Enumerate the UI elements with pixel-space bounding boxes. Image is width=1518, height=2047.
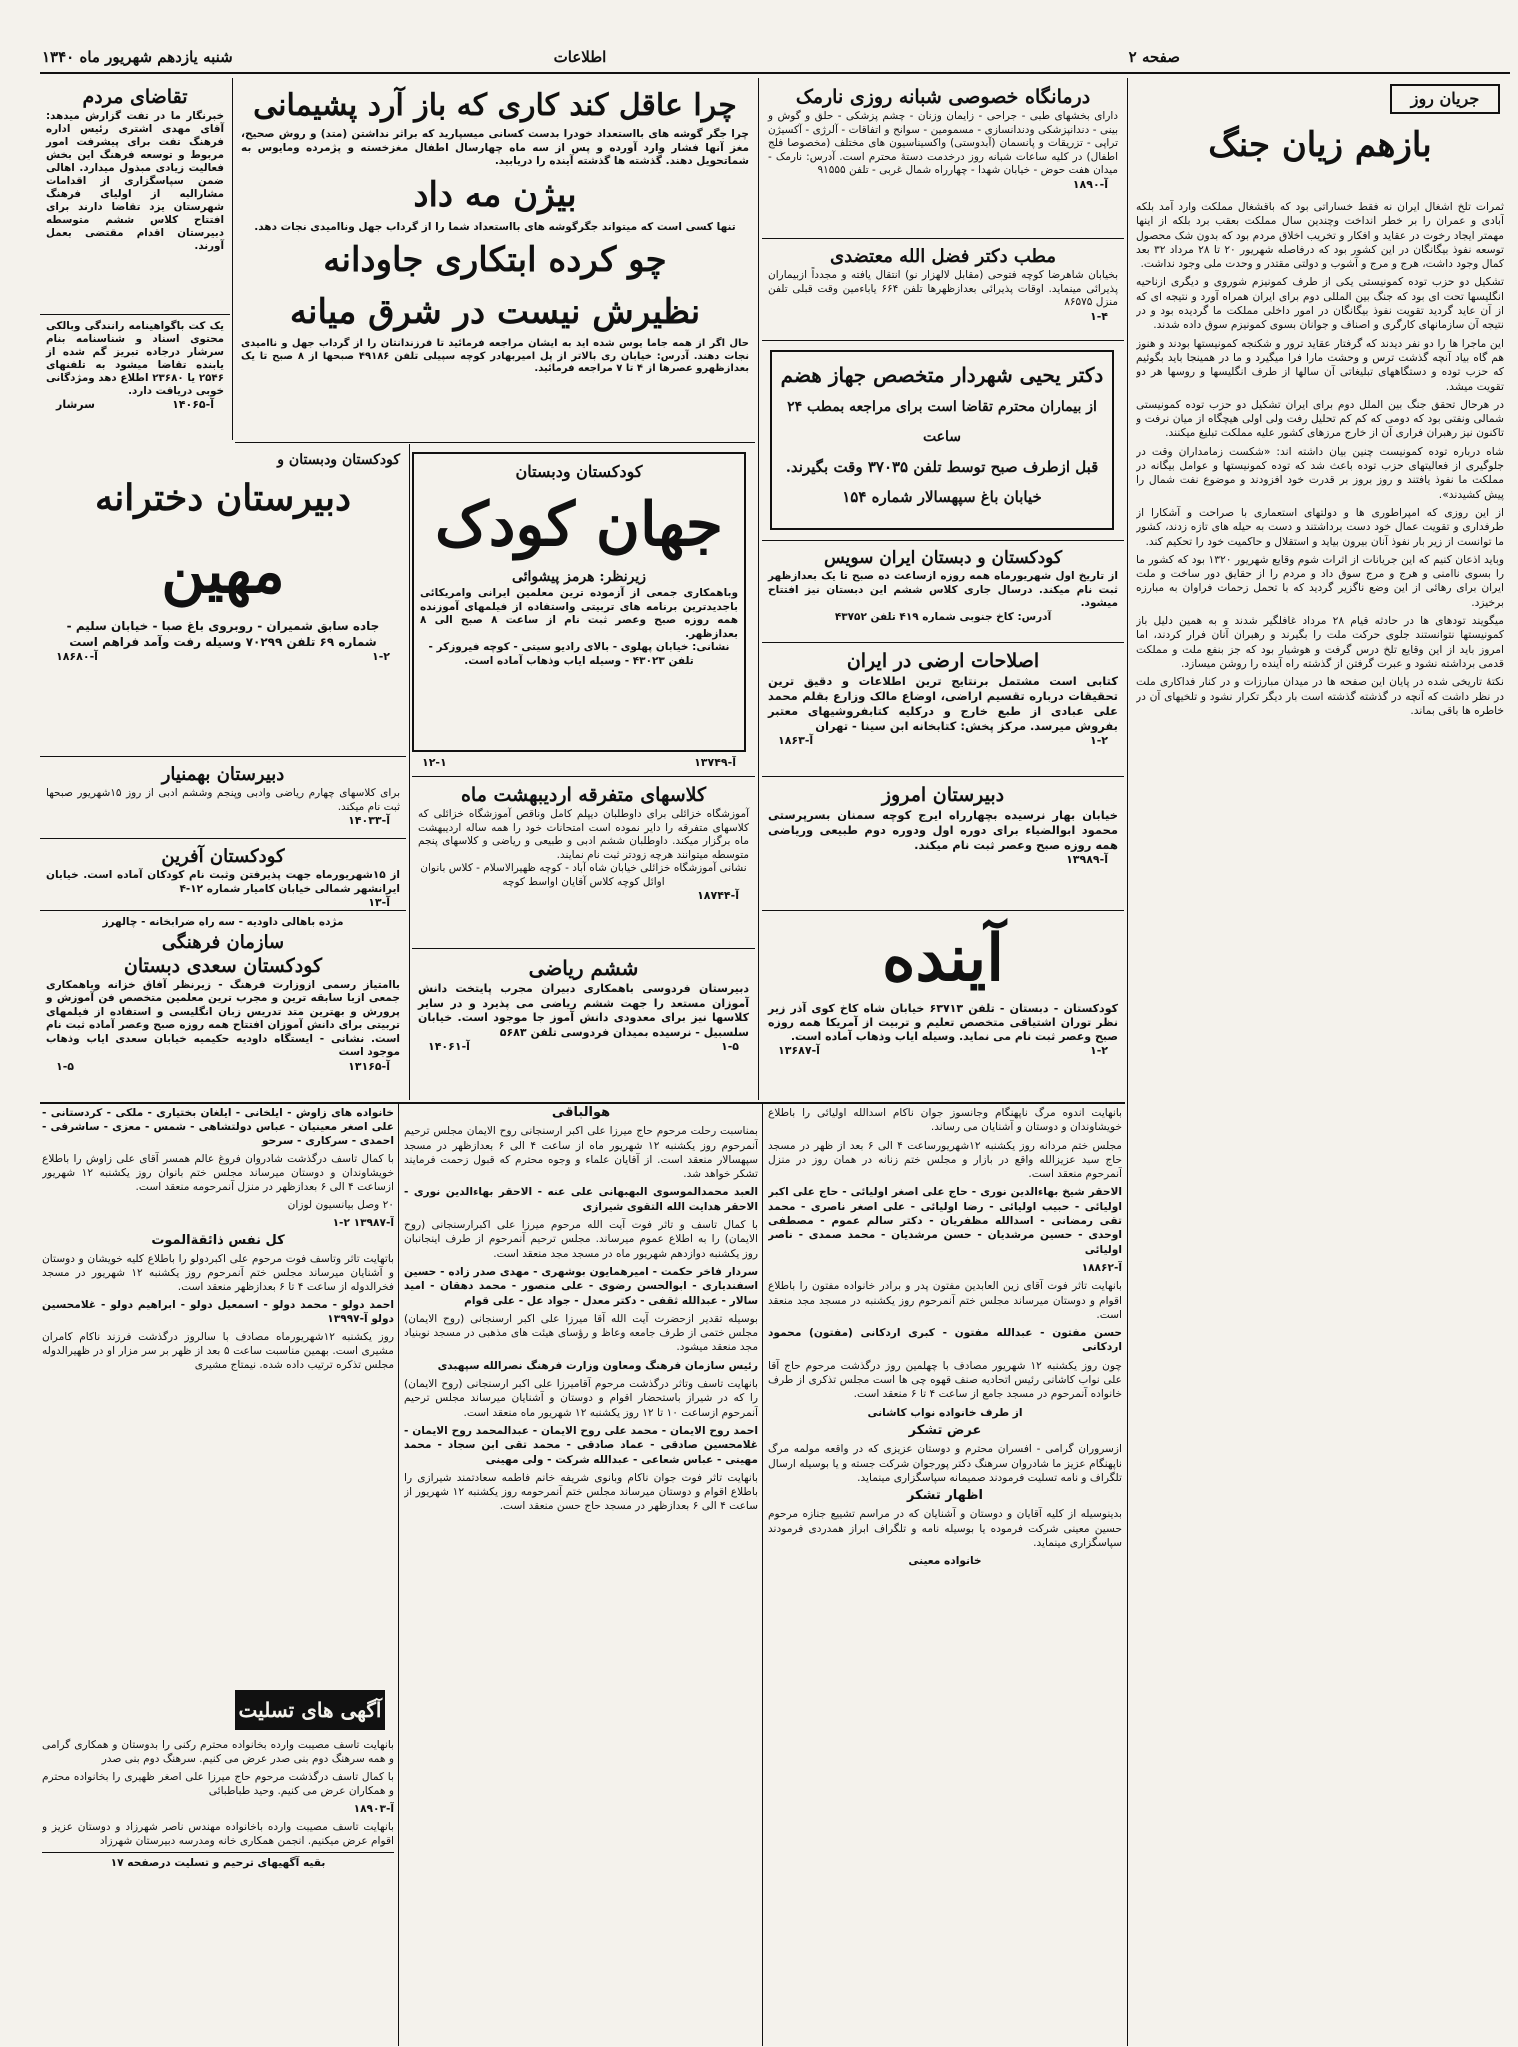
ad-code: سرشار [56, 398, 95, 411]
obituary-item: احمد دولو - محمد دولو - اسمعیل دولو - ابراهیم دولو - غلامحسین دولو آ-۱۳۹۹۷ [42, 1299, 394, 1325]
ad-body: خیابان بهار نرسیده بچهارراه ایرج کوچه سمنان بسرپرستی محمود ابوالضیاء برای دوره اول ودوره دوم طبیعی وریاضی همه روزه صبح وعصر ثبت نام میکند. [768, 808, 1118, 852]
obituary-column-1 [42, 1106, 394, 1676]
ad-slogan: نظیرش نیست در شرق میانه [289, 292, 701, 332]
ad-body: آموزشگاه خزائلی برای داوطلبان دیپلم کامل وناقص آموزشگاه خزائلی که کلاسهای متفرقه را دایر نموده است امتحانات خود را همه ساله اردیبهشت ماه برگزار میکند. داوطلبان ششم ادبی و طبیعی و ریاضی و کلاسهای پنجم متوسطه میتوانند هرچه زودتر ثبت نام نمایند. [418, 808, 749, 861]
ad-sixth-math [412, 950, 755, 1098]
ad-bahmanyar [40, 758, 406, 838]
editorial-paragraph: از این روزی که امپراطوری ها و دولتهای استعماری با صراحت و آشکارا از طرفداری و تقویت عمال خود دست برداشتند و دست به حیله های تازه زدند، کشور ما توانست از زیر بار نفوذ آنان بیرون بیاید و استقلال و حاکمیت خود را تحکیم کند. [1136, 505, 1504, 548]
ad-text: تنها کسی است که میتواند جگرگوشه های بااستعداد شما را از گرداب جهل وناامیدی نجات دهد. [254, 220, 736, 233]
ad-title: دکتر یحیی شهردار متخصص جهاز هضم [780, 363, 1104, 387]
obituary-item: حسن مفتون - عبدالله مفتون - کبری اردکانی (مفتون) محمود اردکانی [768, 1327, 1122, 1354]
divider [40, 910, 406, 911]
ad-code: آ-۱۸۶۸۰ [56, 650, 98, 663]
ad-title: جهان کودک [435, 490, 723, 560]
ad-code: آ-۱۴۰۶۵ [172, 398, 214, 411]
divider [235, 442, 755, 443]
ad-code: آ-۱۳۱۶۵ [348, 1059, 390, 1073]
obituary-item: بانهایت تاثر فوت جوان ناکام وبانوی شریفه خانم فاطمه سعادتمند شیرازی را باطلاع اقوام و دوستان میرساند مجلس ختم آنمرحومه روز یکشنبه ۱۲ شهریور از ساعت ۴ الی ۶ بعدازظهر در مسجد حاج حسن منعقد است. [404, 1471, 758, 1513]
obituary-item: با کمال تاسف و تاثر فوت آیت الله مرحوم میرزا علی اکبرارسنجانی (روح الایمان) را به اطلاع عموم میرساند. مجلس ترحیم آنمرحوم از طرف اینجانبان روز یکشنبه دوازدهم شهریور ماه در مسجد مجد منعقد است. [404, 1219, 758, 1260]
ad-title: کلاسهای متفرقه اردیبهشت ماه [460, 784, 707, 806]
obituary-column-1b [42, 1738, 394, 2044]
news-public-request [40, 80, 230, 312]
ad-subtitle: کودکستان ودبستان [515, 462, 643, 481]
ad-code: آ-۱۸۷۴۴ [697, 889, 739, 902]
ad-body: از تاریخ اول شهریورماه همه روزه ازساعت ده صبح تا یک بعدازظهر ثبت نام میکند. درسال جاری کلاس ششم این دبستان نیز افتتاح میشود. [768, 570, 1118, 609]
editorial-divider [1127, 78, 1128, 2046]
ad-saadi-organization [40, 912, 406, 1098]
obituary-item: بانهایت تاسف مصیبت وارده بخانواده محترم رکنی را بدوستان و همکاری گرامی و همه سرهنگ دوم بنی صدر عرض می کنیم. سرهنگ دوم بنی صدر [42, 1739, 394, 1765]
obituary-item: اظهار تشکر [907, 1488, 983, 1504]
divider [40, 838, 406, 839]
ad-title: اصلاحات ارضی در ایران [846, 650, 1040, 672]
ad-body: دبیرستان فردوسی باهمکاری دبیران مجرب پایتخت دانش آموزان مستعد را جهت ششم ریاضی می پذیرد و در سایر کلاسها نیز برای معدودی دانش آموز جا موجود است. خیابان سلسبیل - نرسیده بمیدان فردوسی تلفن ۵۶۸۳ [418, 982, 749, 1039]
column-divider [398, 1104, 399, 2046]
editorial-title: بازهم زیان جنگ [1208, 125, 1432, 165]
condolence-banner: آگهی های تسلیت [235, 1690, 385, 1730]
obituary-item: روز یکشنبه ۱۲شهریورماه مصادف با سالروز درگذشت فرزند ناکام کامران مشیری است. بهمین مناسبت ساعت ۵ بعد از ظهر بر سر مزار او در ظهیرالدوله مجلس تذکره ترتیب داده شده. نیمتاج مشیری [42, 1331, 394, 1371]
obituary-item: بانهایت تاثر فوت آقای زین العابدین مفتون پدر و برادر خانواده مفتون را باطلاع اقوام و دوستان میرساند مجلس ختم آنمرحوم روز یکشنبه در مسجد مجد منعقد است. [768, 1280, 1122, 1321]
editorial-paragraph: ثمرات تلخ اشغال ایران نه فقط خساراتی بود که باقشغال مملکت وارد آمد بلکه آبادی و عمران را بر خطر انداخت وچندین سال مملکت بعقب برد بلکه از اینها مهمتر ایجاد رخوت در عقاید و افکار و تخریب اخلاق مردم بود که بدون شک محصول توسعه نفوذ بیگانگان در این کشور بود که درفاصله شهریور ۲۰ تا ۲۸ مرداد ۳۲ بعد کمال وجود داشت، هرج و مرج و آشوب و دولتی مقتدر و وحدت ملی وجود نداشت. [1136, 200, 1504, 271]
divider [762, 642, 1124, 643]
ad-code: آ-۱۳۶۸۷ [778, 1044, 820, 1057]
ad-title: کودکستان آفرین [161, 846, 285, 867]
column-divider [762, 1104, 763, 2046]
ad-afarin [40, 840, 406, 908]
ad-code: آ-۱۴۰۳۳ [348, 814, 390, 827]
ad-body: جاده سابق شمیران - روبروی باغ صبا - خیابان سلیم - شماره ۶۹ تلفن ۷۰۲۹۹ وسیله رفت وآمد فراهم است [66, 619, 380, 649]
ad-codes [412, 756, 746, 774]
divider [412, 776, 755, 777]
obituary-item: خانواده معینی [908, 1555, 982, 1568]
obituary-item: بانهایت اندوه مرگ ناپهنگام وجانسوز جوان ناکام اسدالله اولیائی را باطلاع خویشاوندان و دوستان و آشنایان می رساند. [768, 1107, 1122, 1134]
ad-body: باامتیاز رسمی ازوزارت فرهنگ - زیرنظر آفاق خزانه وباهمکاری جمعی ازبا سابقه ترین و مجرب ترین معلمین متخصص فن آموزش و پرورش و بهترین متد تدریس زبان انگلیسی و استفاده از فیلمهای تربیتی برای دانش آموزان افتتاح همه روزه صبح وعصر آماده ثبت نام است. نشانی - ایستگاه داودیه حکیمیه خیابان سعدی ایاب وذهاب موجود است [46, 978, 400, 1058]
ad-title: سازمان فرهنگی [161, 931, 285, 953]
ad-code: ۱-۴ [1090, 309, 1108, 323]
ad-code: ۱۲-۱ [422, 756, 447, 769]
obituary-column-2 [404, 1106, 758, 2044]
ad-address: نشانی: خیابان پهلوی - بالای رادیو سیتی - کوچه فیروزکر - تلفن ۴۳۰۲۳ - وسیله ایاب وذهاب آماده است. [428, 641, 730, 667]
ad-title: دبیرستان امروز [881, 784, 1005, 806]
ad-ordibehesht-classes [412, 778, 755, 946]
ad-address: خیابان باغ سپهسالار شماره ۱۵۴ [842, 488, 1042, 506]
editorial-paragraph: وباید اذعان کنیم که این جریانات از اثرات شوم وقایع شهریور ۱۳۲۰ بود که کشور ما را بسوی ناامنی و هرج و مرج سوق داد و مردم را از حقایق دور ساخت و ملت ایران برای رهائی از این وضع ناگزیر گردید که با تحمل زحمات فراوان به مبارزه برخیزد. [1136, 552, 1504, 609]
news-title: تقاضای مردم [82, 86, 188, 108]
header-paper-name: اطلاعات [553, 48, 607, 66]
ad-dr-shahrdar [770, 350, 1114, 530]
ad-iran-swiss [762, 542, 1124, 642]
ad-mahin-school [40, 446, 406, 754]
ad-code: آ-۱۳۹۸۹ [1066, 853, 1108, 866]
obituary-item: بمناسبت رحلت مرحوم حاج میرزا علی اکبر ارسنجانی روح الایمان مجلس ترحیم آنمرحوم روز یکشنبه ۱۲ شهریور ماه از ساعت ۴ الی ۶ بعدازظهر در مسجد سپهسالار منعقد است. از آقایان علماء و وجوه محترم که قبول زحمت فرمایند تشکر خواهد شد. [404, 1125, 758, 1181]
ad-land-reform-book [762, 644, 1124, 774]
ad-title: مطب دکتر فضل الله معتضدی [830, 246, 1056, 267]
ad-body: کودکستان - دبستان - تلفن ۶۳۷۱۳ خیابان شاه کاخ کوی آذر زیر نظر توران اشتیاقی متخصص تعلیم و تربیت از آمریکا همه روزه صبح وعصر ثبت نام می نماید. وسیله ایاب وذهاب آماده است. [768, 1002, 1118, 1043]
obituary-item: مجلس ختم مردانه روز یکشنبه ۱۲شهریورساعت ۴ الی ۶ بعد از ظهر در مسجد حاج سید عزیزالله واقع در بازار و مجلس ختم زنانه در همان روز در منزل آنمرحوم منعقد است. [768, 1139, 1122, 1181]
ad-code: آ-۱۳ [368, 896, 390, 908]
obituary-item: هوالباقی [551, 1106, 611, 1120]
obituary-item: کل نفس ذائقةالموت [151, 1233, 285, 1248]
obituary-item: با کمال تاسف درگذشت مرحوم حاج میرزا علی اصغر ظهیری را بخانواده محترم و همکاران عرض می کنیم. وحید طباطبائی [42, 1771, 394, 1797]
editorial-paragraph: تشکیل دو حزب توده کمونیستی یکی از طرف کمونیزم شوروی و دیگری ازناحیه انگلیسها تحت ای بود که جنگ بین المللی دوم برای ایران همراه آورد و نتیجه ای که از آن عاید گردید تقویت نفوذ بیگانگان در امور داخلی مملکت ما گردیده بود و در نتیجه آن سازمانهای کارگری و اصناف و جوانان بسوی کمونیزم سوق داده شدند. [1136, 275, 1504, 332]
divider [762, 540, 1124, 541]
ad-subtitle: کودکستان ودبستان و [277, 452, 400, 468]
ad-slogan: چو کرده ابتکاری جاودانه [323, 240, 667, 280]
obituary-item: عرض تشکر [908, 1422, 982, 1438]
divider [762, 910, 1124, 911]
ad-name: بیژن مه داد [413, 174, 577, 215]
ad-title: چرا عاقل کند کاری که باز آرد پشیمانی [253, 88, 737, 123]
divider [40, 756, 406, 757]
ad-code: آ-۱۸۹۰ [1072, 177, 1108, 191]
editorial-body [1136, 200, 1504, 2040]
ad-body: بخیابان شاهرضا کوچه فتوحی (مقابل لالهزار نو) انتقال یافته و مجدداً ازبیماران پذیرائی مینماید. اوقات پذیرائی بعدازظهرها تلفن ۶۶۴ یاباءمین وقت قبلی تلفن منزل ۸۶۵۷۵ [768, 269, 1118, 308]
ad-code: ۱-۵ [56, 1059, 74, 1073]
ad-dr-motazedi [762, 240, 1124, 340]
obituary-item: احمد روح الایمان - محمد علی روح الایمان - عبدالمحمد روح الایمان - غلامحسین صادقی - عماد صادقی - محمد تقی ابن سجاد - محمد مهینی - عباس شعاعی - عبدالله شرکت - ولی مهینی [404, 1424, 758, 1466]
ad-code: ۱-۲ [1090, 1044, 1108, 1057]
ad-body: از ۱۵شهریورماه جهت پذیرفتن وثبت نام کودکان آماده است. خیابان ایرانشهر شمالی خیابان کامیار شماره ۱۲-۴ [46, 869, 400, 895]
ad-lost-item [40, 316, 230, 440]
ad-title: درمانگاه خصوصی شبانه روزی نارمک [795, 86, 1091, 108]
ad-ayandeh-school [762, 912, 1124, 1098]
editorial-paragraph: نکتهٔ تاریخی شده در پایان این صفحه ها در میدان مبارزات و در کنار فداکاری ملت در نظر داشت که آنچه در گذشته گذشته است بار دیگر تکرار نشود و تلخیهای آن در خاطره ها باقی بماند. [1136, 675, 1504, 717]
header-rule [40, 72, 1510, 74]
obituary-item: بانهایت تاسف مصیبت وارده باخانواده مهندس ناصر شهرزاد و دوستان عزیز و اقوام عرض میکنیم. انجمن همکاری خانه ومدرسه دبیرستان شهرزاد [42, 1821, 394, 1847]
obituary-item: العبد محمدالموسوی البهبهانی علی عنه - الاحقر بهاءالدین نوری - الاحقر هدایت الله التقوی شیرازی [404, 1186, 758, 1213]
editorial-tag: جریان روز [1390, 84, 1500, 114]
header-date: شنبه یازدهم شهریور ماه ۱۳۴۰ [42, 48, 233, 66]
header-page-number: صفحه ۲ [1128, 48, 1180, 66]
ad-headline: مژده باهالی داودیه - سه راه ضرابخانه - چالهرز [102, 916, 344, 928]
ad-narmak-clinic [762, 80, 1124, 238]
ad-code: آ-۱۴۰۶۱ [428, 1040, 470, 1053]
ad-title: آینده [881, 921, 1005, 996]
ad-code: آ-۱۳۷۴۹ [694, 756, 736, 769]
ad-body: وباهمکاری جمعی از آزموده ترین معلمین ایرانی وامریکائی باجدیدترین برنامه های تربیتی واستفاده از فیلمهای آموزنده همه روزه صبح وعصر ثبت نام از ساعت ۸ صبح الی ۸ بعدازظهر. [420, 587, 738, 640]
ad-name: مهین [161, 537, 285, 607]
column-divider [409, 444, 410, 1100]
editorial-paragraph: میگویند تودهای ها در حادثه قیام ۲۸ مرداد غافلگیر شدند و به همین دلیل باز کمونیستها نتوانستند جلوی حرکت ملت را بگیرند و رهبران آنان فرار کردند، اما امروز باید از این وقایع تلخ درس گرفت و هوشیار بود که جز بنفع ملت و مملکت قدمی برداشته نشود و عبرت گرفتن از گذشته راه آینده را روشن میسازد. [1136, 614, 1504, 670]
editorial-paragraph: شاه درباره توده کمونیست چنین بیان داشته اند: «شکست زمامداران وقت در جلوگیری از فعالیتهای حزب توده باعث شد که توده کمونیستها و عوامل بیگانه در مملکت ما نفوذ یافتند و روز بروز بر قدرت خود افزودند و موضوع نفت شمال را پیش کشیدند». [1136, 444, 1504, 501]
obituary-item: چون روز یکشنبه ۱۲ شهریور مصادف با چهلمین روز درگذشت مرحوم حاج آقا علی نواب کاشانی رئیس اتحادیه صنف قهوه چی ها است مجلس تذکری از طرف خانواده آنمرحوم در مسجد جامع از ساعت ۴ تا ۶ منعقد است. [768, 1359, 1122, 1401]
obituary-item: با کمال تاسف درگذشت شادروان فروغ عالم همسر آقای علی زاوش را باطلاع خویشاوندان و دوستان میرساند مجلس ختم بانوان روز یکشنبه ۱۲ شهریور ازساعت ۴ الی ۶ بعدازظهر در منزل آنمرحومه منعقد است. [42, 1153, 394, 1193]
divider [412, 948, 755, 949]
obituary-item: آ-۱۳۹۸۷ ۲-۱ [332, 1217, 394, 1229]
obituary-item: ۲۰ وصل بیانسیون لوزان [287, 1199, 394, 1211]
ad-body: برای کلاسهای چهارم ریاضی وادبی وپنجم وششم ادبی از روز ۱۵شهریور صبحها ثبت نام میکند. [46, 787, 401, 813]
obituary-item: آ-۱۸۸۶۲ [1081, 1261, 1122, 1274]
ad-regret [235, 80, 755, 440]
obituary-item: ازسروران گرامی - افسران محترم و دوستان عزیزی که در واقعه مولمه مرگ ناپهنگام عزیز ما شادروان سرهنگ دکتر پورجوان شرکت جسته و یا بوسیله ارسال تلگراف و نامه تسلیت فرمودند صمیمانه سپاسگزاری مینماید. [768, 1443, 1122, 1484]
editorial-paragraph: این ماجرا ها را دو نفر دیدند که گرفتار عقاید ترور و شکنجه کمونیستها بودند و هنوز هم گاه بیاد آنچه گذشت ترس و وحشت مارا فرا میگیرد و ما در همینجا باید بگوئیم که حزب توده و دستگاههای تبلیغاتی آن سالها از طرف انگلیسها و روسها هر دو تقویت میشد. [1136, 336, 1504, 393]
obituary-item: بوسیله تقدیر ازحضرت آیت الله آقا میرزا علی اکبر ارسنجانی (روح الایمان) مجلس ختمی از طرف جامعه وعاظ و رؤسای هیئت های مذهبی در مسجد نوبنیاد مجد منعقد میشود. [404, 1312, 758, 1354]
ad-address: نشانی آموزشگاه خزائلی خیابان شاه آباد - کوچه ظهیرالاسلام - کلاس بانوان اوائل کوچه کلاس آقایان اواسط کوچه [420, 862, 747, 888]
ad-body: کتابی است مشتمل برنتایج ترین اطلاعات و دقیق ترین تحقیقات درباره تقسیم اراضی، اوضاع مالک وزارع بقلم محمد علی عبادی از طبع خارج و درکلیه کتابفروشیهای معتبر بفروش میرسد. مرکز پخش: کتابخانه ابن سینا - تهران [768, 674, 1118, 733]
ad-code: آ-۱۸۶۳ [778, 734, 814, 747]
obituary-item: بانهایت تاسف وتاثر درگذشت مرحوم آقامیرزا علی اکبر ارسنجانی (روح الایمان) را که در شیراز باستحضار اقوام و دوستان و آشنایان میرساند مجلس ترحیم آنمرحوم ازساعت ۱۰ تا ۱۲ روز یکشنبه ۱۲ شهریور ماه منعقد است. [404, 1378, 758, 1419]
column-divider [232, 78, 233, 440]
ad-emrooz-school [762, 778, 1124, 908]
ad-code: ۱-۵ [721, 1040, 739, 1053]
editorial-paragraph: در هرحال تحقق جنگ بین الملل دوم برای ایران تشکیل دو حزب توده کمونیستی شمالی ونفتی بود که دومی که کم کم تحلیل رفت ولی اولی هیچگاه از میان نرفت و تاکنون نیز رهبران فراری آن از خارج مرزهای کشور علیه مملکت تبلیغ میکنند. [1136, 397, 1504, 440]
ad-address: آدرس: کاخ جنوبی شماره ۴۱۹ تلفن ۴۳۷۵۲ [834, 610, 1052, 623]
news-body: خبرنگار ما در تفت گزارش میدهد: آقای مهدی اشتری رئیس اداره فرهنگ تفت برای پیشرفت امور مربوط و توسعه فرهنگ این بخش فعالیت زیادی مبذول میدارد. اهالی ضمن سپاسگزاری از اقدامات مشارالیه از اولیای فرهنگ شهرستان یزد تقاضا دارند برای افتتاح کلاس ششم متوسطه دبیرستان اقدام مقتضی بعمل آورند. [46, 110, 224, 252]
ad-body: دارای بخشهای طبی - جراحی - زایمان وزنان - چشم پزشکی - حلق و گوش و بینی - دندانپزشکی ودندانسازی - مسمومین - سوانح و اتفاقات - آلرژی - آکسیژن تراپی - تزریقات و پانسمان (آبدوستی) واکسیناسیون های مختلف (مخصوصا فلج اطفال) در کلیه ساعات شبانه روز درخدمت دستهٔ محترم است. آدرس: نارمک - میدان هفت حوض - خیابان شهدا - چهارراه شمال غربی - تلفن ۹۱۵۵۵ [768, 110, 1118, 176]
divider [762, 776, 1124, 777]
ad-title: دبیرستان دخترانه [94, 477, 352, 519]
obituary-item: بقیه آگهیهای ترحیم و تسلیت درصفحه ۱۷ [42, 1852, 394, 1870]
ad-jahan-koodak [412, 452, 746, 752]
obituary-item: آ-۱۸۹۰۳ [353, 1803, 394, 1815]
obituary-item: بدینوسیله از کلیه آقایان و دوستان و آشنایان که در مراسم تشییع جنازه مرحوم حسین معینی شرکت فرموده یا بوسیله نامه و تلگراف ابراز همدردی فرمودند سپاسگزاری مینماید. [768, 1508, 1122, 1550]
divider [40, 314, 230, 315]
ad-body: چرا جگر گوشه های بااستعداد خودرا بدست کسانی میسپارید که براثر نداشتن (متد) و روش صحیح، مغز آنها فشار وارد آورده و پس از سه ماه چهارسال اطفال مغزخسته و پژمرده ومایوس به شماتحویل دهند. گذشته ها گذشته آینده را دریابید. [241, 128, 749, 167]
ad-school-names: کودکستان سعدی دبستان [123, 954, 323, 977]
ad-code: ۱-۲ [372, 650, 390, 663]
obituary-item: خانواده های زاوش - ایلخانی - ایلغان بختیاری - ملکی - کردستانی - علی اصغر معینیان - عباس دولتشاهی - شمس - معزی - ساشرفی - احمدی - سرکاری - سرحو [42, 1107, 394, 1147]
ad-body: یک کت باگواهینامه رانندگی وبالکی محتوی اسناد و شناسنامه بنام سرشار درجاده تبریز گم شده از یابنده تقاضا میشود به تلفنهای ۲۵۴۶ یا ۲۳۶۸۰ اطلاع دهد ومژدگانی خوبی دریافت دارد. [46, 320, 224, 397]
obituary-item: رئیس سازمان فرهنگ ومعاون وزارت فرهنگ نصرالله سپهبدی [437, 1359, 758, 1372]
obituary-item: سردار فاخر حکمت - امیرهمایون بوشهری - مهدی صدر زاده - حسین اسفندیاری - ابوالحسن رضوی - علی منصور - محمد دهقان - امید سالار - عبدالله ثقفی - دکتر معدل - جواد عل - علی قوام [404, 1265, 758, 1307]
obituary-item: از طرف خانواده نواب کاشانی [867, 1406, 1023, 1419]
ad-title: ششم ریاضی [528, 956, 639, 980]
ad-line: از بیماران محترم تقاضا است برای مراجعه بمطب ۲۴ ساعت [787, 399, 1097, 445]
column-divider [758, 78, 759, 1100]
ad-supervisor: زیرنظر: هرمز پیشوائی [511, 569, 647, 585]
ad-code: ۱-۲ [1090, 734, 1108, 747]
divider [762, 340, 1124, 341]
obituary-section-rule [40, 1102, 1125, 1104]
ad-title: دبیرستان بهمنیار [161, 764, 285, 785]
obituary-item: الاحقر شیخ بهاءالدین نوری - حاج علی اصغر اولیائی - حاج علی اکبر اولیائی - حبیب اولیائی - رضا اولیائی - علی اصغر ناصری - محمد تقی رمضانی - اسدالله مظفریان - دکتر سالم عموم - مصطفی اوحدی - حسین مرشدیان - حسن مرشدیان - محمد صمدی - ناصر اولیائی [768, 1186, 1122, 1256]
divider [762, 238, 1124, 239]
ad-line: قبل ازطرف صبح توسط تلفن ۳۷۰۳۵ وقت بگیرند. [785, 458, 1099, 476]
ad-title: کودکستان و دبستان ایران سویس [823, 548, 1063, 568]
obituary-item: باتهایت تاثر وتاسف فوت مرحوم علی اکبردولو را باطلاع کلیه خویشان و دوستان و آشنایان میرساند مجلس ختم آنمرحوم روز یکشنبه ۱۲ شهریور در مسجد فخرالدوله از ساعت ۴ تا ۶ بعدازظهر منعقد است. [42, 1253, 394, 1293]
ad-footer: حال اگر از همه جاما یوس شده اید به ایشان مراجعه فرمائید تا فرزندانتان را از گرداب جهل و ناامیدی نجات دهند. آدرس: خیابان ری بالاتر از پل امیربهادر کوچه سپیلی تلفن ۴۹۱۸۶ صبحها از ۸ صبح تا یک بعدازظهرو عصرها از ۴ تا ۷ مراجعه فرمائید. [241, 338, 749, 374]
obituary-column-3 [768, 1106, 1122, 2044]
